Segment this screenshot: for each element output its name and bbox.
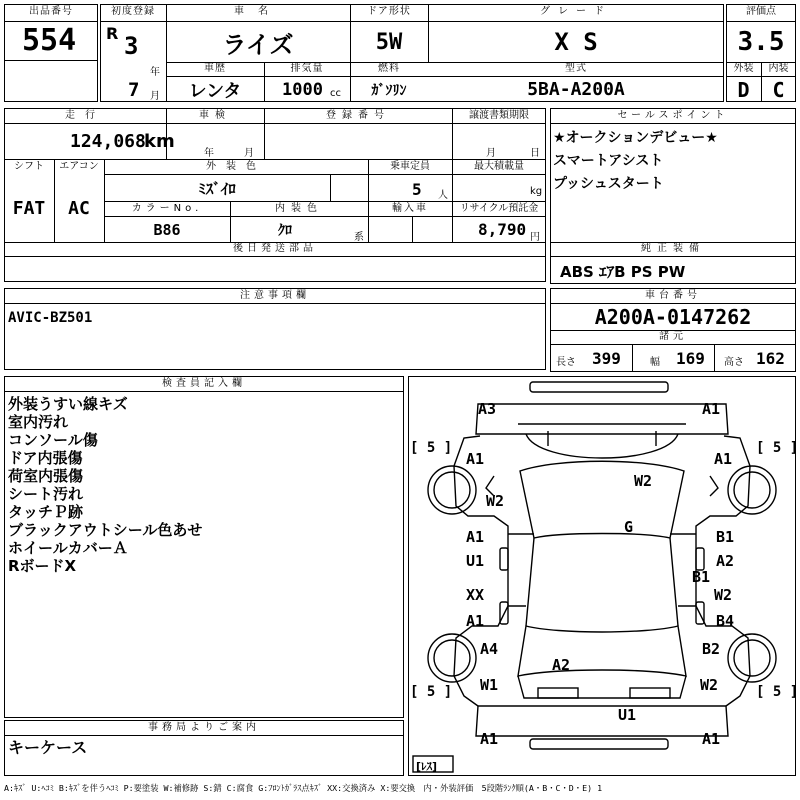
- damage-mark: A2: [716, 552, 735, 570]
- office-note: キーケース: [8, 738, 88, 757]
- displacement-label: 排気量: [290, 63, 324, 74]
- int-color-unit: 系: [354, 232, 364, 243]
- length-label: 長さ: [556, 357, 576, 368]
- tire-tread-label: [ 5 ]: [756, 440, 799, 456]
- color-no-label: カラーNo.: [131, 203, 203, 214]
- int-color-label: 内装色: [275, 203, 323, 214]
- year-unit: 年: [150, 67, 160, 78]
- damage-mark: A3: [478, 400, 497, 418]
- car-diagram-outline: [408, 376, 799, 776]
- month-unit: 月: [150, 91, 160, 102]
- inspector-label: 検査員記入欄: [162, 378, 246, 389]
- max-load-unit: kg: [530, 186, 543, 197]
- equipment: ABS ｴｱB PS PW: [560, 263, 686, 281]
- displacement-unit: cc: [330, 88, 341, 99]
- first-reg-label: 初度登録: [111, 6, 155, 17]
- interior-grade: C: [772, 77, 785, 102]
- spare-tire-label: [ﾚｽ]: [416, 760, 438, 773]
- inspector-item: タッチＰ跡: [8, 503, 84, 521]
- mileage-unit: km: [144, 131, 175, 152]
- regno-label: 登録番号: [326, 110, 390, 121]
- spec-label: 諸元: [659, 331, 687, 342]
- history-label: 車歴: [204, 63, 226, 74]
- damage-mark: B4: [716, 612, 735, 630]
- equipment-label: 純正装備: [641, 243, 705, 254]
- width-label: 幅: [650, 357, 660, 368]
- inspector-item: RボードX: [8, 557, 77, 575]
- damage-mark: A1: [466, 612, 485, 630]
- sales-point-item: プッシュスタート: [553, 176, 664, 192]
- exterior-label: 外装: [733, 63, 754, 74]
- notes: AVIC-BZ501: [8, 310, 93, 326]
- damage-mark: XX: [466, 586, 485, 604]
- height: 162: [756, 349, 785, 368]
- score-label: 評価点: [746, 6, 776, 17]
- inspection-label: 車検: [199, 110, 231, 121]
- reg-month: 7: [128, 79, 140, 101]
- transfer-month-unit: 月: [486, 148, 496, 159]
- inspector-item: ホイールカバーＡ: [8, 539, 128, 557]
- era: R: [106, 24, 119, 43]
- color: ﾐｽﾞｲﾛ: [198, 179, 236, 198]
- damage-mark: A1: [466, 450, 485, 468]
- capacity: 5: [412, 180, 422, 199]
- damage-mark: B1: [692, 568, 711, 586]
- reg-year: 3: [124, 32, 139, 60]
- inspection-month-unit: 月: [244, 148, 254, 159]
- tire-tread-label: [ 5 ]: [756, 684, 799, 700]
- ac: AC: [68, 198, 90, 219]
- car-name: ライズ: [222, 30, 294, 59]
- int-color: ｸﾛ: [278, 222, 292, 239]
- grade-label: グレード: [540, 6, 612, 17]
- inspector-item: シート汚れ: [8, 485, 84, 503]
- length: 399: [592, 349, 621, 368]
- max-load-label: 最大積載量: [474, 161, 524, 172]
- chassis-label: 車台番号: [645, 290, 701, 301]
- transfer-day-unit: 日: [530, 148, 540, 159]
- damage-mark: W2: [486, 492, 505, 510]
- recycle-unit: 円: [530, 232, 540, 243]
- chassis-number: A200A-0147262: [594, 305, 752, 329]
- damage-mark: W1: [480, 676, 499, 694]
- mileage-label: 走行: [65, 110, 105, 121]
- fuel: ｶﾞｿﾘﾝ: [371, 82, 407, 99]
- shift-label: シフト: [14, 161, 44, 172]
- inspector-item: 荷室内張傷: [8, 467, 84, 485]
- grade: X S: [554, 28, 598, 56]
- tire-tread-label: [ 5 ]: [410, 684, 453, 700]
- width: 169: [676, 349, 705, 368]
- car-name-label: 車名: [234, 6, 282, 17]
- recycle-label: リサイクル預託金: [459, 203, 539, 214]
- color-no: B86: [153, 220, 181, 239]
- sales-points-label: セールスポイント: [617, 110, 729, 121]
- damage-mark: U1: [466, 552, 485, 570]
- damage-mark: G: [624, 518, 634, 536]
- ac-label: エアコン: [59, 161, 99, 172]
- displacement: 1000: [282, 80, 323, 100]
- damage-mark: A1: [702, 730, 721, 748]
- model: 5BA-A200A: [527, 79, 625, 100]
- later-parts-label: 後日発送部品: [233, 243, 317, 254]
- inspector-item: 室内汚れ: [8, 413, 69, 431]
- shift: FAT: [12, 198, 46, 219]
- damage-mark: A1: [702, 400, 721, 418]
- damage-mark: B2: [702, 640, 721, 658]
- damage-mark: A1: [480, 730, 499, 748]
- transfer-label: 譲渡書類期限: [469, 110, 529, 121]
- damage-mark: W2: [714, 586, 733, 604]
- import-label: 輸入車: [392, 203, 428, 214]
- damage-mark: A2: [552, 656, 571, 674]
- damage-mark: W2: [700, 676, 719, 694]
- interior-label: 内装: [768, 63, 789, 74]
- inspector-item: ドア内張傷: [8, 449, 83, 467]
- damage-mark: A1: [466, 528, 485, 546]
- capacity-label: 乗車定員: [390, 161, 430, 172]
- damage-legend: A:ｷｽﾞ U:ﾍｺﾐ B:ｷｽﾞを伴うﾍｺﾐ P:要塗装 W:補修跡 S:錆 C:腐食 G:ﾌﾛﾝﾄｶﾞﾗｽ点ｷｽﾞ XX:交換済み X:要交換 内・外装評価 5段階ﾗﾝｸ順(A・B・C・D・E) 1: [4, 783, 603, 793]
- model-label: 型式: [565, 63, 587, 74]
- lot-number: 554: [22, 23, 77, 58]
- inspector-item: ブラックアウトシール色あせ: [8, 521, 203, 539]
- damage-mark: A1: [714, 450, 733, 468]
- door: 5W: [375, 29, 403, 55]
- sales-point-item: スマートアシスト: [553, 153, 664, 169]
- tire-tread-label: [ 5 ]: [410, 440, 453, 456]
- height-label: 高さ: [724, 357, 744, 368]
- sales-point-item: ★オークションデビュー★: [553, 130, 718, 146]
- damage-mark: B1: [716, 528, 735, 546]
- notes-label: 注意事項欄: [240, 290, 310, 301]
- recycle: 8,790: [478, 220, 527, 239]
- inspection-year-unit: 年: [204, 148, 214, 159]
- mileage: 124,068: [70, 131, 146, 152]
- exterior-grade: D: [737, 77, 750, 102]
- door-label: ドア形状: [367, 6, 411, 17]
- capacity-unit: 人: [438, 190, 448, 201]
- office-label: 事務局よりご案内: [148, 722, 260, 733]
- history: レンタ: [188, 80, 242, 102]
- lot-number-label: 出品番号: [29, 6, 73, 17]
- damage-mark: A4: [480, 640, 499, 658]
- color-label: 外装色: [206, 161, 266, 172]
- damage-mark: U1: [618, 706, 637, 724]
- inspector-item: 外装うすい線キズ: [8, 395, 128, 413]
- score: 3.5: [737, 27, 785, 57]
- fuel-label: 燃料: [378, 63, 400, 74]
- damage-mark: W2: [634, 472, 653, 490]
- inspector-item: コンソール傷: [8, 431, 98, 449]
